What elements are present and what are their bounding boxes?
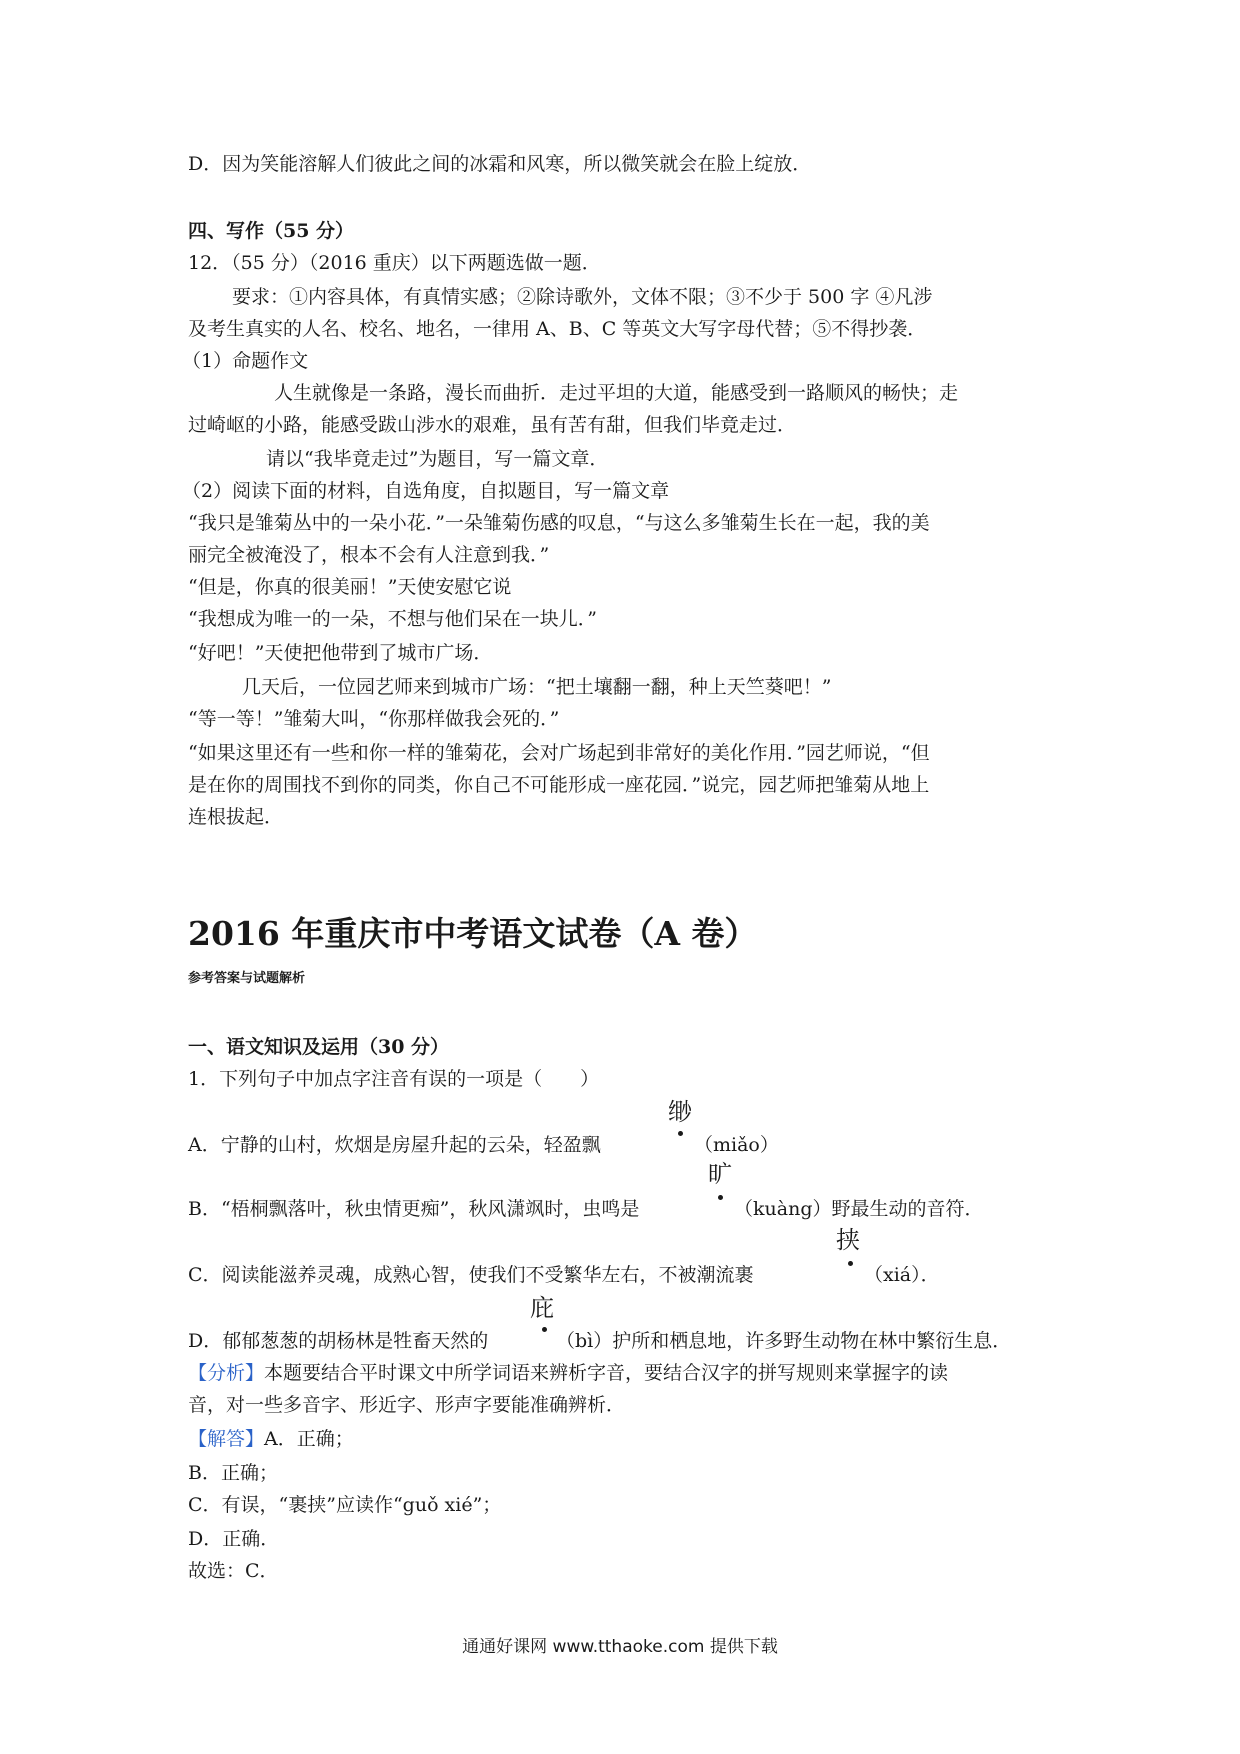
final-choice: 故选：C． (188, 1560, 279, 1582)
material-line: “好吧！”天使把他带到了城市广场． (188, 642, 493, 664)
answer-line-d: D．正确． (188, 1528, 280, 1550)
material-line: “我只是雏菊丛中的一朵小花．”一朵雏菊伤感的叹息，“与这么多雏菊生长在一起，我的美 (188, 512, 930, 534)
answer-text: A．正确； (264, 1428, 354, 1450)
option-d-text: D．因为笑能溶解人们彼此之间的冰霜和风寒，所以微笑就会在脸上绽放． (188, 153, 812, 175)
answer-line-b: B．正确； (188, 1462, 278, 1484)
passage-line: 过崎岖的小路，能感受跋山涉水的艰难，虽有苦有甜，但我们毕竟走过． (188, 414, 797, 436)
document-subtitle: 参考答案与试题解析 (188, 971, 306, 986)
emphasis-dot (678, 1131, 683, 1136)
section-heading-writing: 四、写作（55 分） (188, 220, 355, 242)
emphasis-dot (718, 1195, 723, 1200)
section-heading-knowledge: 一、语文知识及运用（30 分） (188, 1036, 450, 1058)
answer-tag: 【解答】 (188, 1428, 265, 1450)
analysis-tag: 【分析】 (188, 1362, 265, 1384)
annotated-char: 挟 (836, 1226, 860, 1254)
material-line: 几天后，一位园艺师来到城市广场：“把土壤翻一翻，种上天竺葵吧！” (242, 676, 832, 698)
material-line: “等一等！”雏菊大叫，“你那样做我会死的．” (188, 708, 560, 730)
answer-line-a (188, 1426, 354, 1452)
essay-prompt: 请以“我毕竟走过”为题目，写一篇文章． (266, 448, 609, 470)
annotated-char: 缈 (668, 1098, 692, 1126)
material-line: 丽完全被淹没了，根本不会有人注意到我．” (188, 544, 550, 566)
material-line: “我想成为唯一的一朵，不想与他们呆在一块儿．” (188, 608, 597, 630)
part-1-label: （1）命题作文 (182, 350, 309, 372)
page-footer: 通通好课网 www.tthaoke.com 提供下载 (462, 1637, 778, 1657)
material-line: 连根拔起． (188, 806, 284, 828)
option-d-text: D．郁郁葱葱的胡杨林是牲畜天然的 (188, 1330, 489, 1352)
analysis-text: 本题要结合平时课文中所学词语来辨析字音，要结合汉字的拼写规则来掌握字的读 (264, 1362, 949, 1384)
annotated-char: 旷 (708, 1160, 732, 1188)
analysis-line-2: 音，对一些多音字、形近字、形声字要能准确辨析． (188, 1394, 626, 1416)
emphasis-dot (542, 1327, 547, 1332)
option-a-pinyin: （miǎo） (694, 1134, 779, 1156)
analysis-line-1 (188, 1360, 948, 1386)
document-title: 2016 年重庆市中考语文试卷（A 卷） (188, 914, 758, 953)
passage-line: 人生就像是一条路，漫长而曲折．走过平坦的大道，能感受到一路顺风的畅快；走 (274, 382, 959, 404)
question-12: 12．（55 分）（2016 重庆）以下两题选做一题． (188, 252, 601, 274)
option-b-pinyin: （kuàng）野最生动的音符． (734, 1198, 984, 1220)
part-2-label: （2）阅读下面的材料，自选角度，自拟题目，写一篇文章 (182, 480, 670, 502)
option-b-text: B．“梧桐飘落叶，秋虫情更痴”，秋风潇飒时，虫鸣是 (188, 1198, 640, 1220)
question-1: 1．下列句子中加点字注音有误的一项是（ ） (188, 1068, 600, 1090)
requirements-line-1: 要求：①内容具体，有真情实感；②除诗歌外，文体不限；③不少于 500 字 ④凡涉 (232, 286, 933, 308)
option-d-pinyin: （bì）护所和栖息地，许多野生动物在林中繁衍生息． (556, 1330, 1012, 1352)
answer-line-c: C．有误，“裹挟”应读作“guǒ xié”； (188, 1494, 502, 1516)
material-line: “但是，你真的很美丽！”天使安慰它说 (188, 576, 512, 598)
option-c-text: C．阅读能滋养灵魂，成熟心智，使我们不受繁华左右，不被潮流裹 (188, 1264, 754, 1286)
material-line: “如果这里还有一些和你一样的雏菊花，会对广场起到非常好的美化作用．”园艺师说，“但 (188, 742, 930, 764)
annotated-char: 庇 (530, 1294, 554, 1322)
option-c-pinyin: （xiá）． (864, 1264, 940, 1286)
option-a-text: A．宁静的山村，炊烟是房屋升起的云朵，轻盈飘 (188, 1134, 601, 1156)
material-line: 是在你的周围找不到你的同类，你自己不可能形成一座花园．”说完，园艺师把雏菊从地上 (188, 774, 930, 796)
requirements-line-2: 及考生真实的人名、校名、地名，一律用 A、B、C 等英文大写字母代替；⑤不得抄袭． (188, 318, 927, 340)
emphasis-dot (848, 1261, 853, 1266)
